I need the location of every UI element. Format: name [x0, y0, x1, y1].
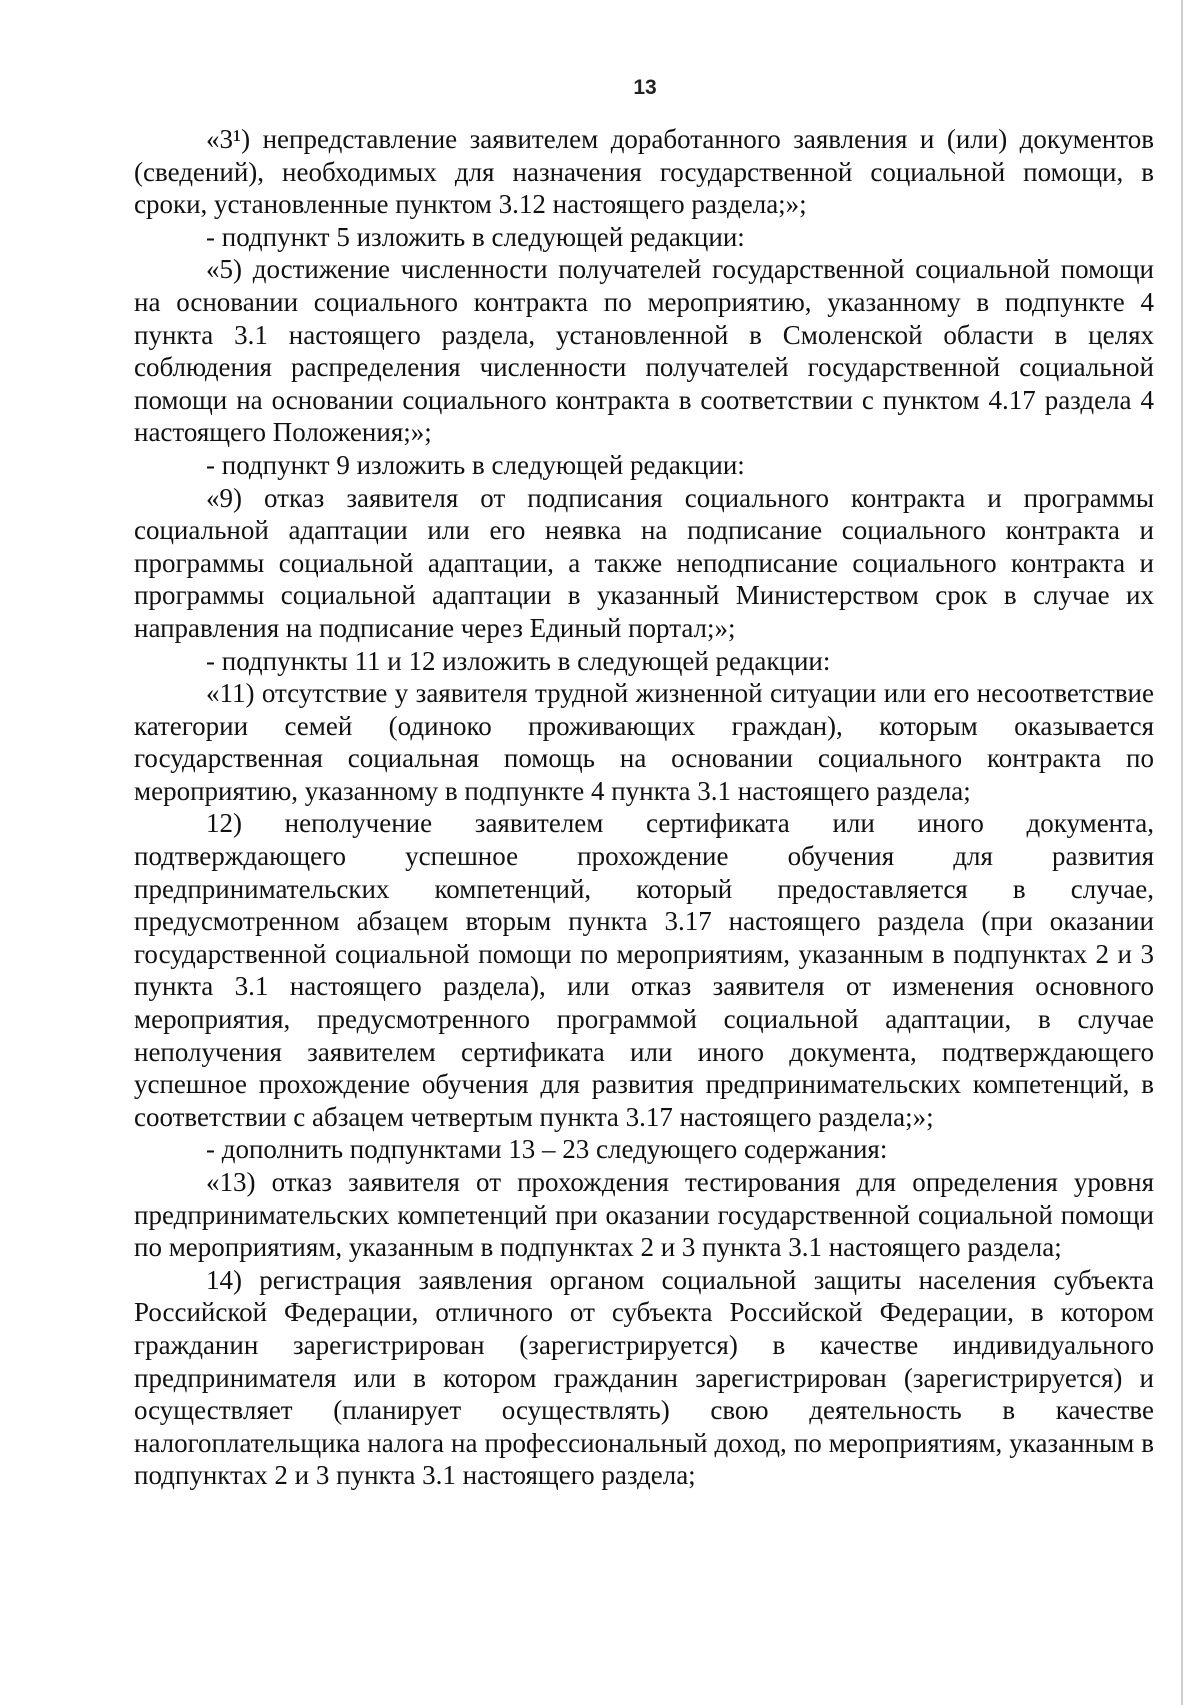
paragraph-subpoint-14: 14) регистрация заявления органом социальной защиты населения субъекта Российской Федерации, отличного от субъекта Российской Федерации, в котором гражданин зарегистрирован (зарегистрируется) в качестве индивидуального предпринимателя или в котором гражданин зарегистрирован (зарегистрируется) и осуществляет (планирует осуществлять) свою деятельность в качестве налогоплательщика налога на профессиональный доход, по мероприятиям, указанным в подпунктах 2 и 3 пункта 3.1 настоящего раздела;	[134, 1264, 1154, 1491]
paragraph-3-1: «3¹) непредставление заявителем доработанного заявления и (или) документов (сведений), необходимых для назначения государственной социальной помощи, в сроки, установленные пунктом 3.12 настоящего раздела;»;	[134, 124, 1154, 220]
paragraph-subpoint-11: «11) отсутствие у заявителя трудной жизненной ситуации или его несоответствие категории семей (одиноко проживающих граждан), которым оказывается государственная социальная помощь на основании социального контракта по мероприятию, указанному в подпункте 4 пункта 3.1 настоящего раздела;	[134, 678, 1154, 806]
scan-edge-line	[1181, 0, 1183, 1705]
document-body	[134, 123, 1154, 1492]
paragraph-amend-subpoints-11-12: - подпункты 11 и 12 изложить в следующей редакции:	[206, 645, 831, 676]
paragraph-subpoint-5: «5) достижение численности получателей государственной социальной помощи на основании социального контракта по мероприятию, указанному в подпункте 4 пункта 3.1 настоящего раздела, установленной в Смоленской области в целях соблюдения распределения численности получателей государственной социальной помощи на основании социального контракта в соответствии с пунктом 4.17 раздела 4 настоящего Положения;»;	[134, 254, 1154, 448]
page-number: 13	[633, 76, 657, 99]
paragraph-amend-subpoint-5: - подпункт 5 изложить в следующей редакции:	[206, 221, 745, 252]
paragraph-subpoint-12: 12) неполучение заявителем сертификата или иного документа, подтверждающего успешное прохождение обучения для развития предпринимательских компетенций, который предоставляется в случае, предусмотренном абзацем вторым пункта 3.17 настоящего раздела (при оказании государственной социальной помощи по мероприятиям, указанным в подпунктах 2 и 3 пункта 3.1 настоящего раздела), или отказ заявителя от изменения основного мероприятия, предусмотренного программой социальной адаптации, в случае неполучения заявителем сертификата или иного документа, подтверждающего успешное прохождение обучения для развития предпринимательских компетенций, в соответствии с абзацем четвертым пункта 3.17 настоящего раздела;»;	[134, 808, 1154, 1132]
paragraph-subpoint-13: «13) отказ заявителя от прохождения тестирования для определения уровня предпринимательских компетенций при оказании государственной социальной помощи по мероприятиям, указанным в подпунктах 2 и 3 пункта 3.1 настоящего раздела;	[134, 1167, 1154, 1263]
paragraph-add-subpoints-13-23: - дополнить подпунктами 13 – 23 следующего содержания:	[206, 1134, 888, 1165]
paragraph-subpoint-9: «9) отказ заявителя от подписания социального контракта и программы социальной адаптации или его неявка на подписание социального контракта и программы социальной адаптации, а также неподписание социального контракта и программы социальной адаптации в указанный Министерством срок в случае их направления на подписание через Единый портал;»;	[134, 482, 1154, 643]
paragraph-amend-subpoint-9: - подпункт 9 изложить в следующей редакции:	[206, 449, 745, 480]
